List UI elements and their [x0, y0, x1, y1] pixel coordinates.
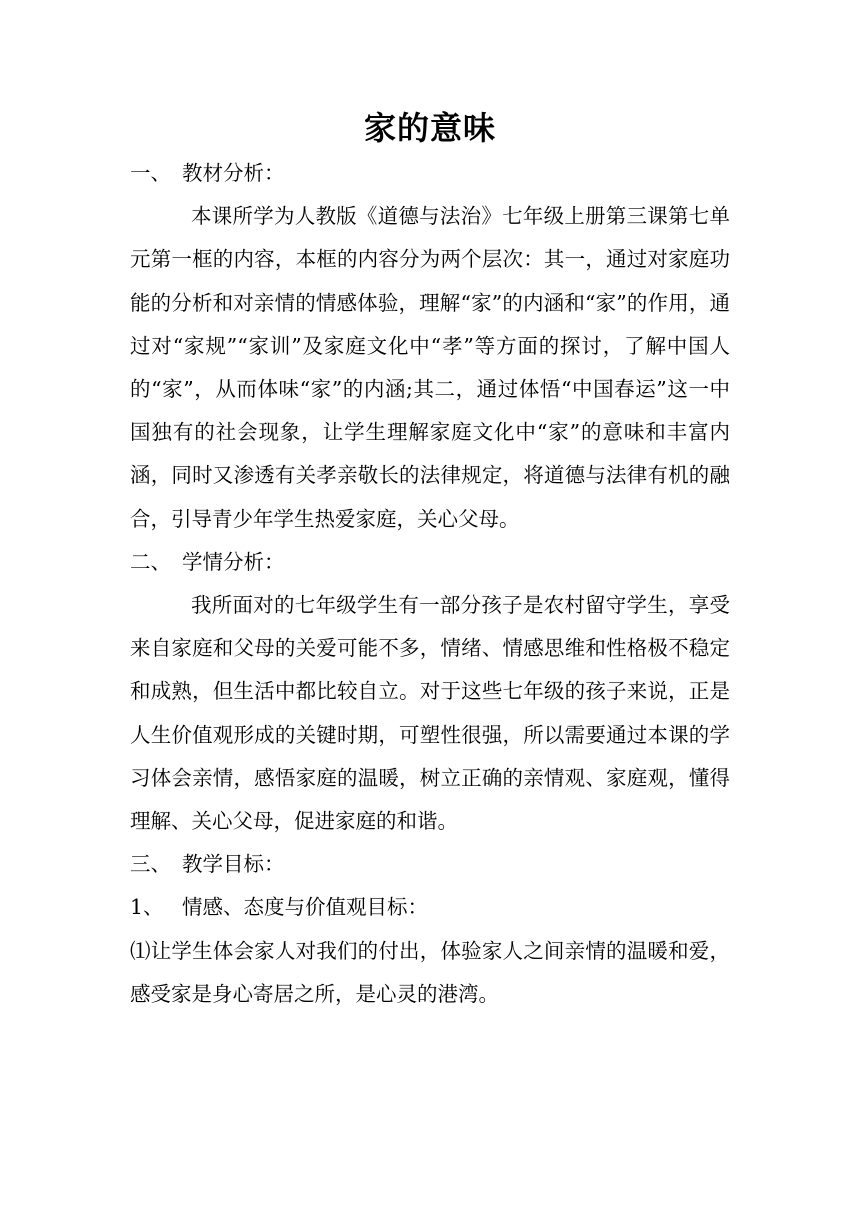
section-heading-1 [130, 152, 730, 195]
section-number: 二、 [130, 549, 171, 574]
goal-heading-text: 情感、态度与价值观目标： [182, 895, 428, 920]
section-heading-3 [130, 843, 730, 886]
section-body-2: 我所面对的七年级学生有一部分孩子是农村留守学生，享受来自家庭和父母的关爱可能不多，情绪、情感思维和性格极不稳定和成熟，但生活中都比较自立。对于这些七年级的孩子来说，正是人生价值观形成的关键时期，可塑性很强，所以需要通过本课的学习体会亲情，感悟家庭的温暖，树立正确的亲情观、家庭观，懂得理解、关心父母，促进家庭的和谐。 [130, 593, 730, 834]
section-heading-text: 教学目标： [182, 852, 285, 877]
document-page [130, 104, 730, 1016]
section-body-1: 本课所学为人教版《道德与法治》七年级上册第三课第七单元第一框的内容，本框的内容分为两个层次：其一，通过对家庭功能的分析和对亲情的情感体验，理解“家”的内涵和“家”的作用，通过对“家规”“家训”及家庭文化中“孝”等方面的探讨，了解中国人的“家”，从而体味“家”的内涵;其二，通过体悟“中国春运”这一中国独有的社会现象，让学生理解家庭文化中“家”的意味和丰富内涵，同时又渗透有关孝亲敬长的法律规定，将道德与法律有机的融合，引导青少年学生热爱家庭，关心父母。 [130, 204, 730, 531]
document-title: 家的意味 [363, 109, 496, 147]
section-number: 三、 [130, 852, 171, 877]
section-heading-text: 教材分析： [182, 161, 285, 185]
section-heading-text: 学情分析： [182, 549, 285, 574]
goal-number: 1、 [130, 895, 164, 920]
section-heading-2 [130, 541, 730, 584]
goal-item-1: ⑴让学生体会家人对我们的付出，体验家人之间亲情的温暖和爱，感受家是身心寄居之所，是心灵的港湾。 [130, 938, 730, 1006]
goal-heading-1 [130, 886, 730, 929]
section-number: 一、 [130, 161, 171, 185]
